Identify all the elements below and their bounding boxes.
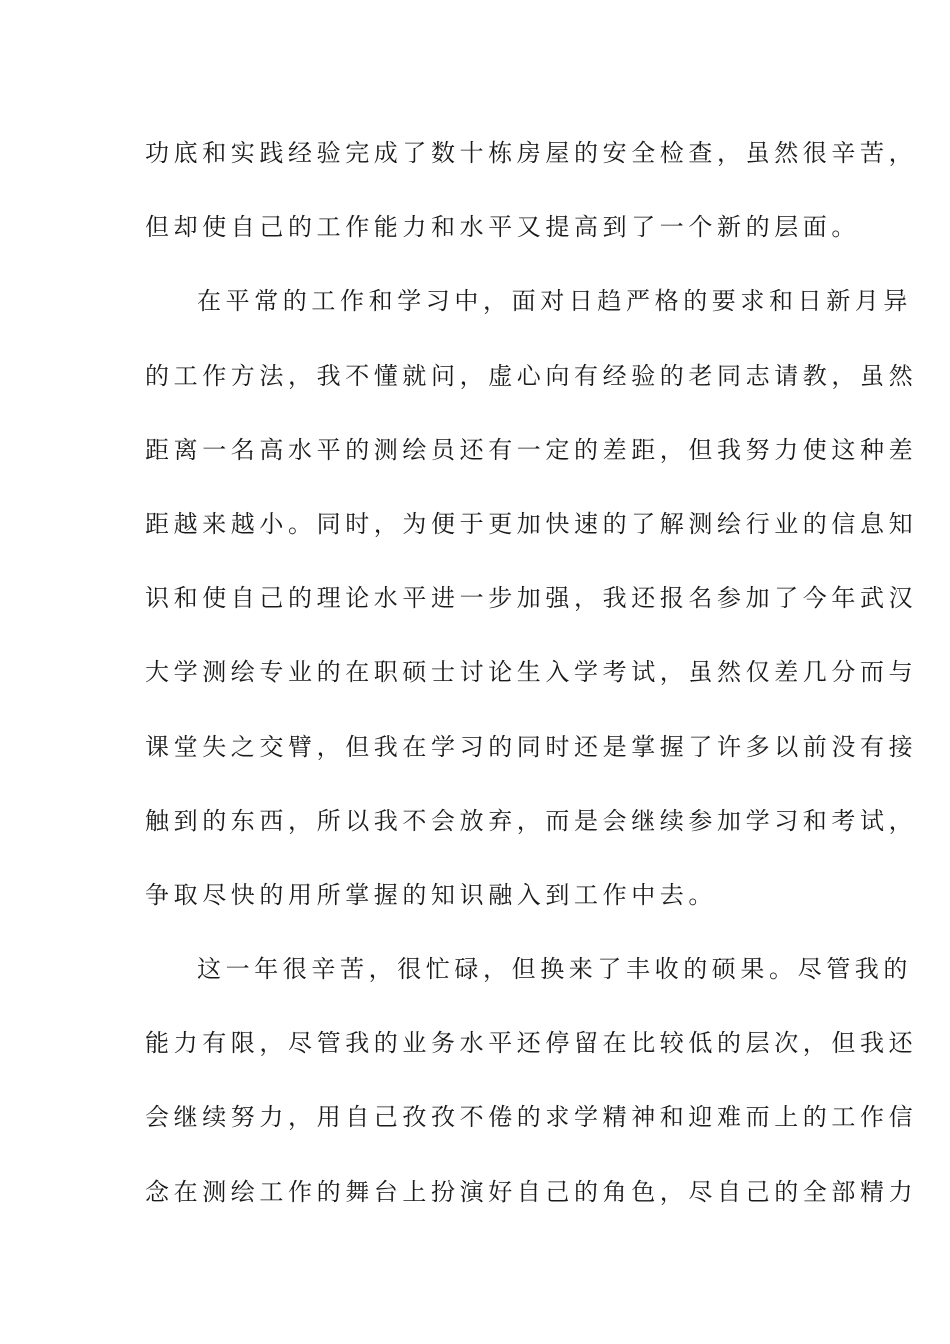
- text-line: 大学测绘专业的在职硕士讨论生入学考试，虽然仅差几分而与: [145, 658, 918, 687]
- text-line: 会继续努力，用自己孜孜不倦的求学精神和迎难而上的工作信: [145, 1103, 918, 1132]
- text-line: 但却使自己的工作能力和水平又提高到了一个新的层面。: [145, 213, 860, 242]
- text-line: 功底和实践经验完成了数十栋房屋的安全检查，虽然很辛苦，: [145, 139, 918, 167]
- text-line: 距越来越小。同时，为便于更加快速的了解测绘行业的信息知: [145, 509, 918, 538]
- document-body: [145, 128, 918, 1241]
- text-line: 触到的东西，所以我不会放弃，而是会继续参加学习和考试，: [145, 806, 918, 835]
- text-line: 争取尽快的用所掌握的知识融入到工作中去。: [145, 880, 717, 909]
- text-line: 念在测绘工作的舞台上扮演好自己的角色，尽自己的全部精力: [145, 1177, 918, 1206]
- text-line: 距离一名高水平的测绘员还有一定的差距，但我努力使这种差: [145, 435, 918, 464]
- text-line: 课堂失之交臂，但我在学习的同时还是掌握了许多以前没有接: [145, 732, 918, 761]
- paragraph-first-line: 在平常的工作和学习中，面对日趋严格的要求和日新月异: [197, 287, 912, 316]
- paragraph-first-line: 这一年很辛苦，很忙碌，但换来了丰收的硕果。尽管我的: [197, 955, 912, 984]
- text-line: 能力有限，尽管我的业务水平还停留在比较低的层次，但我还: [145, 1029, 918, 1058]
- text-line: 的工作方法，我不懂就问，虚心向有经验的老同志请教，虽然: [145, 361, 918, 390]
- text-line: 识和使自己的理论水平进一步加强，我还报名参加了今年武汉: [145, 584, 918, 613]
